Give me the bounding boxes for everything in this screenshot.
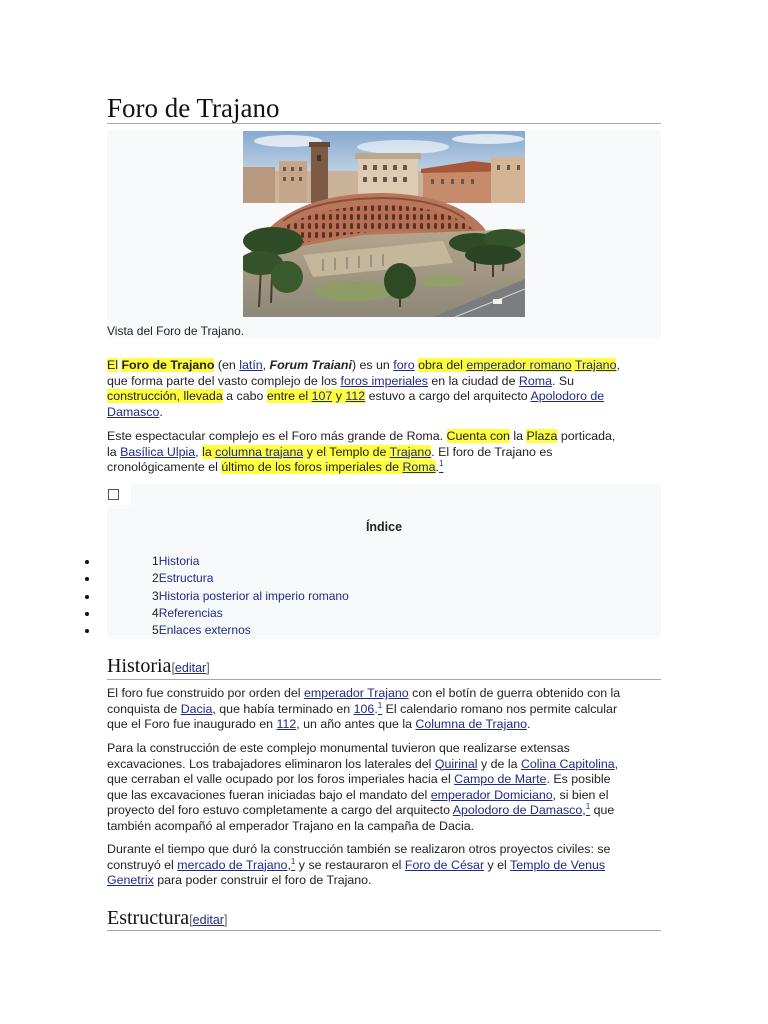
wiki-link[interactable]: emperador Trajano xyxy=(304,686,409,700)
wiki-link[interactable]: Trajano xyxy=(574,358,617,372)
wiki-link[interactable]: latín xyxy=(239,358,263,372)
edit-bracket-close: ] xyxy=(223,913,228,927)
wiki-link[interactable]: Roma xyxy=(402,460,436,475)
toc-item-historia[interactable] xyxy=(0,553,661,570)
intro-paragraph-2 xyxy=(107,429,615,476)
paragraph-line xyxy=(107,757,618,773)
text-run: proyecto del foro estuvo completamente a cargo del arquitecto xyxy=(107,803,453,818)
paragraph-line xyxy=(107,772,618,788)
edit-bracket-close: ] xyxy=(206,661,210,675)
paragraph-line xyxy=(107,741,618,757)
wiki-link[interactable]: Campo de Marte xyxy=(454,772,547,787)
text-run: y se restauraron el xyxy=(295,857,405,872)
highlighted-text: Plaza xyxy=(526,429,558,443)
list-bullet xyxy=(85,629,89,633)
toc-item-enlaces-externos[interactable] xyxy=(0,622,661,639)
section-heading-historia xyxy=(107,654,210,680)
highlighted-text: obra del xyxy=(418,358,467,372)
toc-list xyxy=(0,553,661,639)
text-run: . Su xyxy=(551,373,575,388)
paragraph-line xyxy=(107,405,620,421)
highlighted-text: El xyxy=(107,358,119,372)
wiki-link[interactable]: 107 xyxy=(311,389,333,404)
toc-item-label[interactable]: Historia xyxy=(158,554,200,568)
text-run: con el botín de guerra obtenido con la xyxy=(408,686,621,700)
paragraph-line xyxy=(107,873,610,889)
paragraph-line xyxy=(107,788,618,804)
list-bullet xyxy=(85,560,89,564)
wiki-link[interactable]: Damasco xyxy=(107,404,160,419)
text-run: en la ciudad de xyxy=(427,373,519,388)
wiki-link[interactable]: foros imperiales xyxy=(340,373,428,388)
text-run: . xyxy=(527,717,531,732)
toc-item-label[interactable]: Enlaces externos xyxy=(158,623,251,638)
text-run: construyó el xyxy=(107,857,178,872)
section-divider xyxy=(107,930,661,931)
text-run: , xyxy=(582,803,586,818)
wiki-link[interactable]: Columna de Trajano xyxy=(415,717,528,732)
wiki-link[interactable]: 112 xyxy=(345,389,366,404)
list-bullet xyxy=(85,595,89,599)
text-run: Durante el tiempo que duró la construcción también se realizaron otros proyectos civiles: se xyxy=(107,842,611,856)
toc-item-referencias[interactable] xyxy=(0,605,661,622)
toc-item-number: 5 xyxy=(152,623,159,638)
text-run: y de la xyxy=(477,756,521,771)
text-run: . El foro de Trajano es xyxy=(431,444,553,459)
text-run: que forma parte del vasto complejo de los xyxy=(107,373,341,388)
section-heading-estructura xyxy=(107,906,227,932)
paragraph-line xyxy=(107,389,620,405)
text-run: Este espectacular complejo es el Foro más grande de Roma. xyxy=(107,429,447,443)
paragraph-line xyxy=(107,858,610,874)
edit-section-link[interactable]: editar xyxy=(192,913,224,927)
text-run: la xyxy=(107,444,121,459)
toc-item-historia-posterior[interactable] xyxy=(0,588,661,605)
edit-section-link[interactable]: editar xyxy=(174,661,207,675)
text-run: , xyxy=(262,358,270,372)
toc-item-number: 3 xyxy=(152,588,159,603)
text-run: . xyxy=(159,404,163,419)
text-run: conquista de xyxy=(107,701,181,716)
text-run: El foro fue construido por orden del xyxy=(107,686,304,700)
text-run: , xyxy=(195,444,203,459)
wiki-link[interactable]: 106 xyxy=(353,701,375,716)
wiki-link[interactable]: Apolodoro de Damasco xyxy=(452,803,583,818)
text-run: , xyxy=(616,358,620,372)
wiki-link[interactable]: Dacia xyxy=(180,701,213,716)
text-run: El calendario romano nos permite calcular xyxy=(382,701,618,716)
figure-box xyxy=(107,130,661,339)
wiki-link[interactable]: emperador Domiciano xyxy=(430,787,553,802)
edit-section-group xyxy=(171,661,209,675)
text-run: . xyxy=(435,460,439,475)
historia-paragraph-1 xyxy=(107,686,620,733)
page-title: Foro de Trajano xyxy=(107,93,280,123)
text-run: , si bien el xyxy=(552,787,609,802)
wiki-link[interactable]: Trajano xyxy=(389,444,432,459)
footnote-ref-link[interactable] xyxy=(439,460,443,474)
edit-bracket-open: [ xyxy=(171,661,175,675)
wiki-link[interactable]: Templo de Venus xyxy=(510,857,606,872)
text-run: Forum Traiani xyxy=(269,358,352,372)
paragraph-line xyxy=(107,429,615,445)
footnote-number: 1 xyxy=(585,802,591,812)
text-run: y el xyxy=(484,857,511,872)
forum-photo[interactable] xyxy=(243,131,525,317)
section-title: Historia xyxy=(107,655,172,677)
toc-item-number: 4 xyxy=(152,605,159,620)
highlighted-text: y xyxy=(332,389,346,404)
text-run: , que había terminado en xyxy=(212,701,354,716)
paragraph-line xyxy=(107,702,620,718)
toc-toggle-checkbox[interactable] xyxy=(108,489,119,500)
text-run: ) es un xyxy=(351,358,394,372)
section-title: Estructura xyxy=(107,907,190,929)
highlighted-text: y el Templo de xyxy=(303,444,390,459)
text-run: . Es posible xyxy=(546,772,611,787)
historia-paragraph-2 xyxy=(107,741,618,835)
text-run: a cabo xyxy=(222,389,267,404)
wiki-link[interactable]: mercado de Trajano xyxy=(177,857,288,872)
toc-item-label[interactable]: Estructura xyxy=(158,571,214,586)
toc-item-label[interactable]: Historia posterior al imperio romano xyxy=(158,588,349,603)
figure-caption: Vista del Foro de Trajano. xyxy=(107,324,245,338)
paragraph-line xyxy=(107,819,618,835)
paragraph-line xyxy=(107,460,615,476)
highlighted-text: Cuenta con xyxy=(446,429,510,443)
highlighted-text: entre el xyxy=(266,389,312,404)
wiki-link[interactable]: Foro de César xyxy=(404,857,485,872)
text-run: , xyxy=(614,756,619,771)
intro-paragraph-1 xyxy=(107,358,620,420)
paragraph-line xyxy=(107,374,620,390)
text-run: la xyxy=(509,429,527,443)
text-run: también acompañó al emperador Trajano en la campaña de Dacia. xyxy=(107,818,475,833)
paragraph-line xyxy=(107,717,620,733)
text-run: porticada, xyxy=(557,429,616,443)
footnote-number: 1 xyxy=(290,856,296,866)
toc-item-number: 1 xyxy=(152,554,159,568)
paragraph-line xyxy=(107,445,615,461)
wiki-link[interactable]: Genetrix xyxy=(107,873,154,888)
text-run: que las excavaciones fueran iniciadas bajo el mandato del xyxy=(107,787,431,802)
section-divider xyxy=(107,679,661,680)
wiki-link[interactable]: foro xyxy=(393,358,415,372)
wiki-link[interactable]: 112 xyxy=(276,717,297,732)
list-bullet xyxy=(85,577,89,581)
toc-title: Índice xyxy=(365,520,403,534)
edit-bracket-open: [ xyxy=(189,913,193,927)
text-run: que el Foro fue inaugurado en xyxy=(107,717,277,732)
medieval-tower xyxy=(309,142,330,203)
highlighted-text: construcción, llevada xyxy=(107,389,223,404)
wiki-link[interactable]: Quirinal xyxy=(434,756,478,771)
historia-paragraph-3 xyxy=(107,842,610,889)
paragraph-line xyxy=(107,842,610,858)
title-divider xyxy=(107,123,661,124)
wiki-link[interactable]: columna trajana xyxy=(215,444,304,459)
footnote-number: 1 xyxy=(438,459,444,469)
wiki-link[interactable]: emperador romano xyxy=(466,358,572,372)
footnote-number: 1 xyxy=(377,700,383,710)
wiki-link[interactable]: Roma xyxy=(518,373,552,388)
text-run: estuvo a cargo del arquitecto xyxy=(365,389,531,404)
text-run: que cerraban el valle ocupado por los foros imperiales hacia el xyxy=(107,772,455,787)
toc-item-number: 2 xyxy=(152,571,159,586)
highlighted-text: Foro de Trajano xyxy=(121,358,215,372)
text-run: excavaciones. Los trabajadores eliminaron los laterales del xyxy=(107,756,435,771)
list-bullet xyxy=(85,612,89,616)
text-run: , un año antes que la xyxy=(296,717,416,732)
text-run: , xyxy=(287,857,291,872)
highlighted-text: la xyxy=(202,444,216,459)
text-run: para poder construir el foro de Trajano. xyxy=(153,873,372,888)
text-run: (en xyxy=(214,358,240,372)
text-run: . xyxy=(374,701,378,716)
toc-item-estructura[interactable] xyxy=(0,570,661,587)
wiki-link[interactable]: Basílica Ulpia xyxy=(120,444,196,459)
wiki-link[interactable]: Colina Capitolina xyxy=(520,756,615,771)
toc-item-label[interactable]: Referencias xyxy=(158,605,223,620)
highlighted-text: último de los foros imperiales de xyxy=(221,460,403,475)
edit-section-group xyxy=(189,913,227,927)
text-run: Para la construcción de este complejo monumental tuvieron que realizarse extensas xyxy=(107,741,570,755)
text-run: que xyxy=(590,803,615,818)
paragraph-line xyxy=(107,358,620,374)
text-run: cronológicamente el xyxy=(107,460,222,475)
paragraph-line xyxy=(107,686,620,702)
paragraph-line xyxy=(107,803,618,819)
wiki-link[interactable]: Apolodoro de xyxy=(530,389,605,404)
